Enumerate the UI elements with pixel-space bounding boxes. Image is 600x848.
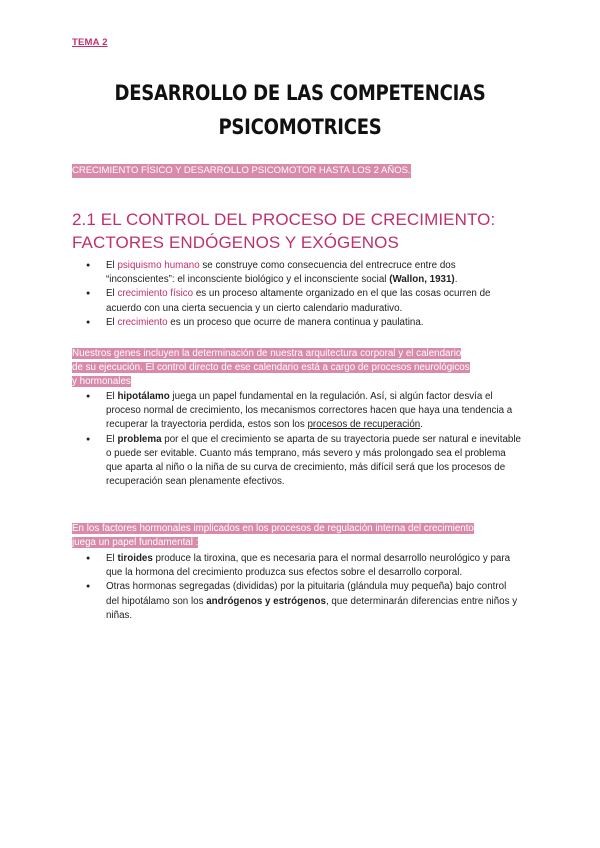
paragraph-line: juega un papel fundamental : xyxy=(72,537,199,549)
text: es un proceso que ocurre de manera continua y paulatina. xyxy=(167,316,424,328)
text: . xyxy=(454,274,458,286)
list-item xyxy=(72,552,522,580)
highlight-term: psiquismo humano xyxy=(117,260,200,271)
text: El xyxy=(106,553,118,564)
text: El xyxy=(106,260,118,271)
text: juega un papel fundamental en la regulación. Así, si algún factor desvía el proceso normal de crecimiento, los mecanismos correctores hacen que haya una tendencia a recuperar la trayectoria perdida, estos son los xyxy=(106,391,513,431)
bullet-list-1 xyxy=(72,259,522,330)
title-line-2: PSICOMOTRICES xyxy=(218,115,382,139)
section-heading xyxy=(72,208,532,254)
section-heading-line-1: 2.1 EL CONTROL DEL PROCESO DE CRECIMIENTO: xyxy=(72,210,496,229)
highlight-paragraph-1 xyxy=(72,347,542,390)
list-item xyxy=(72,287,522,315)
page-title xyxy=(94,76,507,144)
paragraph-line: En los factores hormonales implicados en los procesos de regulación interna del crecimiento xyxy=(72,523,474,534)
text: El xyxy=(106,433,118,445)
list-item xyxy=(72,580,522,623)
text: Otras hormonas segregadas (divididas) por la pituitaria (glándula muy pequeña) bajo control del hipotálamo son los xyxy=(106,581,507,607)
list-item xyxy=(72,316,522,330)
topic-label: TEMA 2 xyxy=(72,37,108,48)
paragraph-line: Nuestros genes incluyen la determinación de nuestra arquitectura corporal y el calendario xyxy=(72,348,462,359)
highlight-paragraph-2 xyxy=(72,522,542,550)
list-item xyxy=(72,390,522,433)
paragraph-line: de su ejecución. El control directo de ese calendario está a cargo de procesos neurológicos xyxy=(72,362,470,374)
text: , que determinarán diferencias entre niños y niñas. xyxy=(106,595,518,621)
highlight-term: crecimiento xyxy=(117,316,168,328)
key-term: problema xyxy=(117,433,162,445)
list-item xyxy=(72,433,522,490)
section-heading-line-2: FACTORES ENDÓGENOS Y EXÓGENOS xyxy=(72,233,399,252)
text: El xyxy=(106,288,118,300)
text: El xyxy=(106,391,118,402)
bullet-list-2 xyxy=(72,390,522,489)
text: El xyxy=(106,316,118,328)
list-item xyxy=(72,259,522,287)
text: produce la tiroxina, que es necesaria para el normal desarrollo neurológico y para que la hormona del crecimiento produzca sus efectos sobre el desarrollo corporal. xyxy=(106,553,511,579)
text: . xyxy=(420,419,423,431)
key-term: hipotálamo xyxy=(117,391,170,402)
title-line-1: DESARROLLO DE LAS COMPETENCIAS xyxy=(114,81,486,105)
text: se construye como consecuencia del entrecruce entre dos “inconscientes”: el inconsciente biológico y el inconsciente social xyxy=(106,260,456,286)
highlight-term: crecimiento físico xyxy=(117,288,194,300)
key-term: andrógenos y estrógenos xyxy=(206,595,326,607)
subtitle-highlight: CRECIMIENTO FÍSICO Y DESARROLLO PSICOMOTOR HASTA LOS 2 AÑOS. xyxy=(72,165,411,176)
bullet-list-3 xyxy=(72,552,522,623)
paragraph-line: y hormonales xyxy=(72,376,131,388)
text: es un proceso altamente organizado en el que las cosas ocurren de acuerdo con una cierta secuencia y un cierto calendario madurativo. xyxy=(106,288,491,314)
key-term: tiroides xyxy=(117,553,153,564)
text: por el que el crecimiento se aparta de su trayectoria puede ser natural e inevitable o puede ser evitable. Cuanto más temprano, más severo y más prolongado sea el problema que aparta al niño o la niña de su curva de crecimiento, más difícil será que los procesos de recuperación sean plenamente efectivos. xyxy=(106,433,521,488)
underlined-term: procesos de recuperación xyxy=(307,419,421,431)
citation: (Wallon, 1931) xyxy=(389,274,455,286)
